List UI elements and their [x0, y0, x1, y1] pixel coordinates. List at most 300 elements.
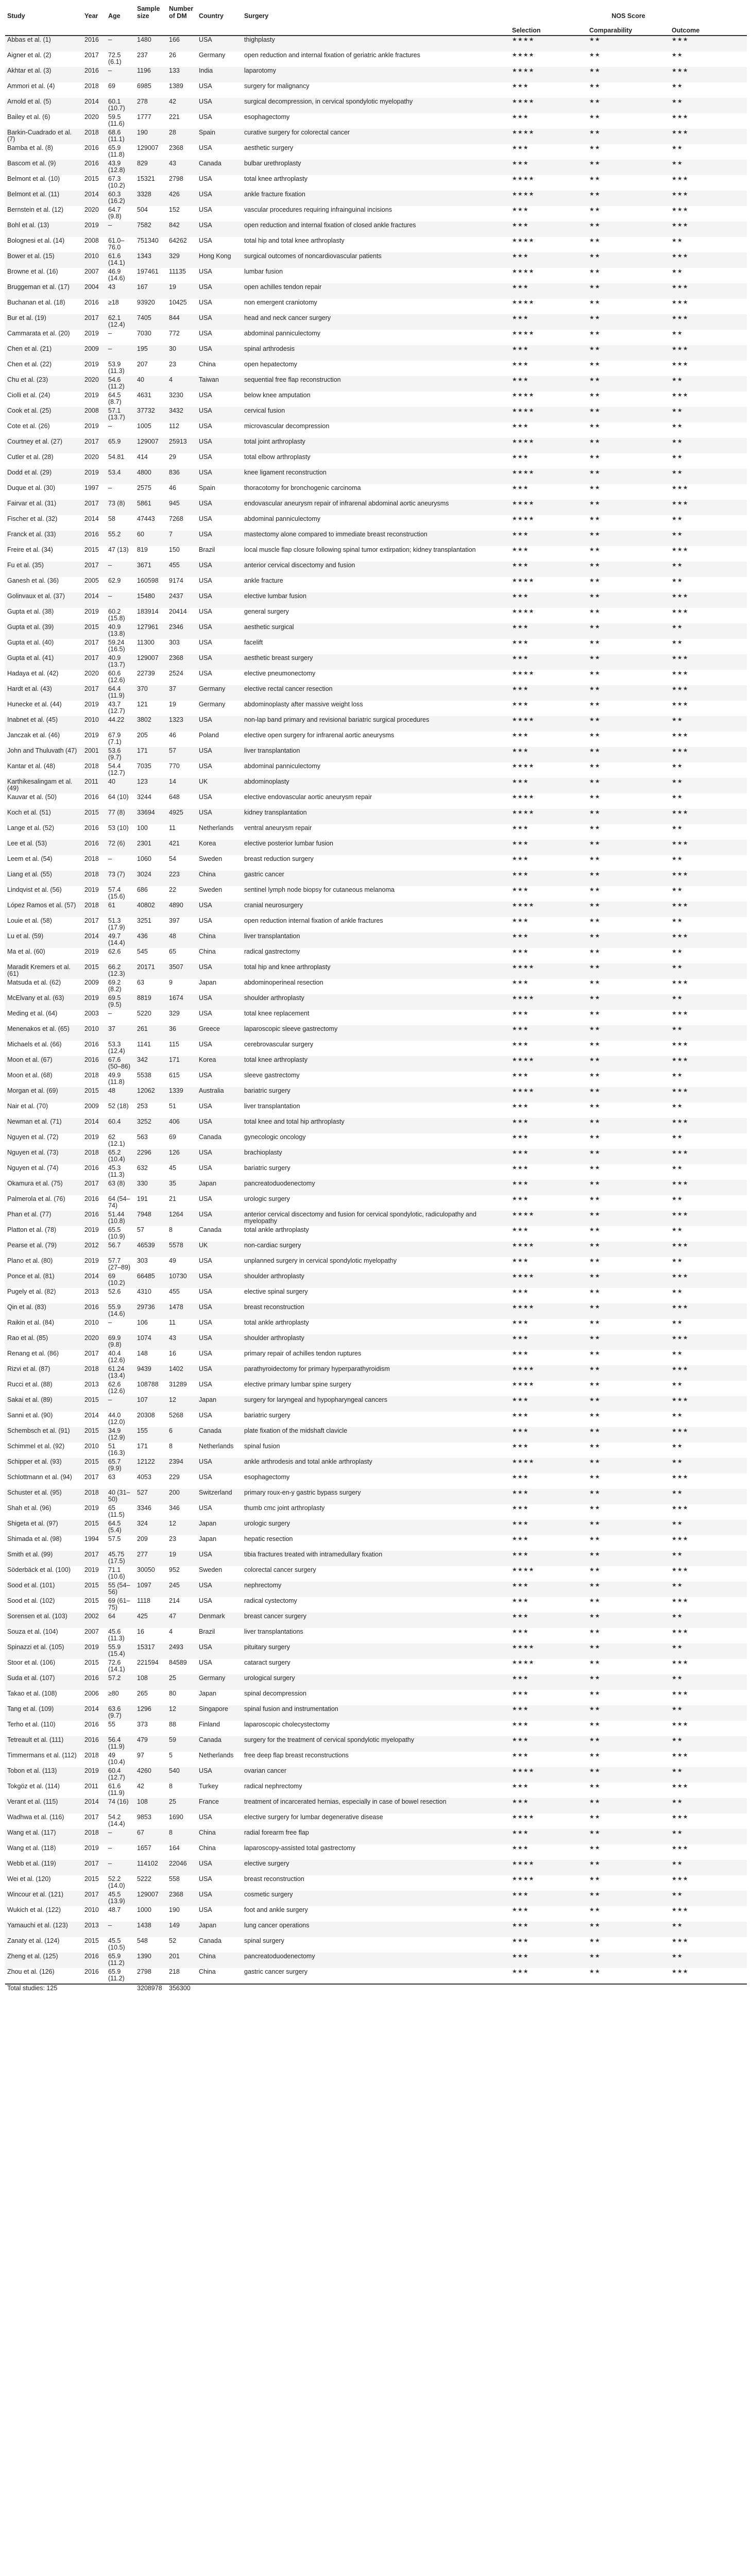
cell-comparability: ★★	[587, 1334, 670, 1350]
cell-age: 48.7	[106, 1906, 135, 1922]
cell-surgery: total ankle arthroplasty	[242, 1319, 510, 1334]
cell-dm-number: 3507	[167, 963, 197, 979]
cell-age: 64.7 (9.8)	[106, 206, 135, 222]
cell-surgery: total ankle arthroplasty	[242, 1226, 510, 1242]
table-row	[5, 237, 747, 252]
cell-study: Sanni et al. (90)	[5, 1412, 82, 1427]
cell-outcome: ★★★	[670, 732, 747, 747]
cell-comparability: ★★	[587, 562, 670, 577]
cell-year: 2015	[82, 1087, 106, 1103]
cell-comparability: ★★	[587, 191, 670, 206]
cell-age: 49 (10.4)	[106, 1752, 135, 1767]
cell-age: 69	[106, 82, 135, 98]
cell-outcome: ★★★	[670, 361, 747, 376]
cell-age: 60.4 (12.7)	[106, 1767, 135, 1783]
cell-study: Schimmel et al. (92)	[5, 1443, 82, 1458]
cell-selection: ★★★	[510, 1906, 587, 1922]
cell-selection: ★★★	[510, 1582, 587, 1597]
cell-study: Tetreault et al. (111)	[5, 1736, 82, 1752]
cell-comparability: ★★	[587, 392, 670, 407]
cell-sample-size: 1480	[135, 36, 167, 52]
cell-comparability: ★★	[587, 67, 670, 82]
table-row	[5, 1443, 747, 1458]
table-row	[5, 453, 747, 469]
cell-outcome: ★★	[670, 52, 747, 67]
cell-dm-number: 558	[167, 1875, 197, 1891]
cell-study: Sood et al. (102)	[5, 1597, 82, 1613]
cell-outcome: ★★	[670, 1489, 747, 1504]
table-row	[5, 824, 747, 840]
cell-age: 54.4 (12.7)	[106, 762, 135, 778]
cell-comparability: ★★	[587, 1752, 670, 1767]
cell-surgery: total knee replacement	[242, 1010, 510, 1025]
cell-comparability: ★★	[587, 577, 670, 592]
cell-outcome: ★★★	[670, 701, 747, 716]
cell-outcome: ★★	[670, 1705, 747, 1721]
cell-surgery: sentinel lymph node biopsy for cutaneous melanoma	[242, 886, 510, 902]
cell-comparability: ★★	[587, 1396, 670, 1412]
cell-selection: ★★★	[510, 871, 587, 886]
cell-selection: ★★★★	[510, 36, 587, 52]
cell-country: Greece	[197, 1025, 242, 1041]
cell-study: Ammori et al. (4)	[5, 82, 82, 98]
cell-surgery: elective endovascular aortic aneurysm repair	[242, 793, 510, 809]
cell-sample-size: 4260	[135, 1767, 167, 1783]
cell-dm-number: 772	[167, 330, 197, 345]
cell-selection: ★★★★	[510, 608, 587, 623]
cell-selection: ★★★★	[510, 670, 587, 685]
cell-surgery: thumb cmc joint arthroplasty	[242, 1504, 510, 1520]
cell-outcome: ★★★	[670, 175, 747, 191]
cell-comparability: ★★	[587, 1180, 670, 1195]
cell-dm-number: 43	[167, 1334, 197, 1350]
cell-comparability: ★★	[587, 1597, 670, 1613]
cell-year: 2018	[82, 762, 106, 778]
cell-study: Nguyen et al. (72)	[5, 1133, 82, 1149]
cell-comparability: ★★	[587, 1844, 670, 1860]
cell-study: Cammarata et al. (20)	[5, 330, 82, 345]
cell-sample-size: 30050	[135, 1566, 167, 1582]
cell-selection: ★★★	[510, 345, 587, 361]
cell-study: Buchanan et al. (18)	[5, 299, 82, 314]
cell-dm-number: 9174	[167, 577, 197, 592]
cell-dm-number: 21	[167, 1195, 197, 1211]
cell-outcome: ★★	[670, 1767, 747, 1783]
cell-year: 2019	[82, 886, 106, 902]
cell-comparability: ★★	[587, 144, 670, 160]
cell-age: 60.4	[106, 1118, 135, 1133]
cell-sample-size: 1196	[135, 67, 167, 82]
cell-sample-size: 686	[135, 886, 167, 902]
cell-dm-number: 29	[167, 453, 197, 469]
cell-study: Terho et al. (110)	[5, 1721, 82, 1736]
cell-selection: ★★★	[510, 592, 587, 608]
cell-surgery: elective rectal cancer resection	[242, 685, 510, 701]
cell-selection: ★★★★	[510, 1875, 587, 1891]
table-row	[5, 1937, 747, 1953]
cell-sample-size: 479	[135, 1736, 167, 1752]
cell-selection: ★★★★	[510, 1365, 587, 1381]
cell-sample-size: 46539	[135, 1242, 167, 1257]
cell-dm-number: 2368	[167, 1891, 197, 1906]
cell-study: Tang et al. (109)	[5, 1705, 82, 1721]
cell-country: Netherlands	[197, 1443, 242, 1458]
cell-surgery: total knee arthroplasty	[242, 1056, 510, 1072]
table-row	[5, 1566, 747, 1582]
table-row	[5, 917, 747, 933]
cell-sample-size: 3244	[135, 793, 167, 809]
cell-country: USA	[197, 314, 242, 330]
table-row	[5, 747, 747, 762]
cell-study: Lange et al. (52)	[5, 824, 82, 840]
cell-country: USA	[197, 268, 242, 283]
cell-comparability: ★★	[587, 793, 670, 809]
cell-selection: ★★★	[510, 1520, 587, 1535]
cell-surgery: elective open surgery for infrarenal aortic aneurysms	[242, 732, 510, 747]
cell-study: Leem et al. (54)	[5, 855, 82, 871]
cell-selection: ★★★	[510, 82, 587, 98]
cell-age: 57.2	[106, 1674, 135, 1690]
cell-selection: ★★★	[510, 1288, 587, 1303]
table-row	[5, 1180, 747, 1195]
cell-country: USA	[197, 82, 242, 98]
cell-age: 64 (10)	[106, 793, 135, 809]
cell-surgery: open hepatectomy	[242, 361, 510, 376]
cell-study: Akhtar et al. (3)	[5, 67, 82, 82]
cell-surgery: vascular procedures requiring infrainguinal incisions	[242, 206, 510, 222]
cell-comparability: ★★	[587, 1443, 670, 1458]
table-row	[5, 1211, 747, 1226]
cell-outcome: ★★	[670, 237, 747, 252]
header-outcome: Outcome	[670, 21, 747, 36]
cell-comparability: ★★	[587, 1504, 670, 1520]
cell-sample-size: 6985	[135, 82, 167, 98]
cell-year: 2007	[82, 268, 106, 283]
cell-age: 56.7	[106, 1242, 135, 1257]
cell-outcome: ★★★	[670, 979, 747, 994]
table-row	[5, 1736, 747, 1752]
cell-comparability: ★★	[587, 871, 670, 886]
cell-year: 2003	[82, 1010, 106, 1025]
cell-study: Takao et al. (108)	[5, 1690, 82, 1705]
cell-outcome: ★★★	[670, 933, 747, 948]
cell-comparability: ★★	[587, 1628, 670, 1643]
cell-outcome: ★★	[670, 1860, 747, 1875]
cell-selection: ★★★	[510, 206, 587, 222]
cell-surgery: spinal fusion	[242, 1443, 510, 1458]
cell-sample-size: 191	[135, 1195, 167, 1211]
table-row	[5, 1504, 747, 1520]
cell-selection: ★★★	[510, 1226, 587, 1242]
cell-year: 2010	[82, 1319, 106, 1334]
cell-dm-number: 65	[167, 948, 197, 963]
cell-selection: ★★★	[510, 1489, 587, 1504]
cell-sample-size: 373	[135, 1721, 167, 1736]
cell-surgery: unplanned surgery in cervical spondylotic myelopathy	[242, 1257, 510, 1273]
cell-country: Japan	[197, 1396, 242, 1412]
cell-surgery: head and neck cancer surgery	[242, 314, 510, 330]
cell-comparability: ★★	[587, 1489, 670, 1504]
cell-surgery: free deep flap breast reconstructions	[242, 1752, 510, 1767]
cell-dm-number: 945	[167, 500, 197, 515]
cell-surgery: gastric cancer surgery	[242, 1968, 510, 1984]
cell-sample-size: 1438	[135, 1922, 167, 1937]
cell-age: 58	[106, 515, 135, 531]
cell-country: USA	[197, 1195, 242, 1211]
cell-surgery: elective spinal surgery	[242, 1288, 510, 1303]
cell-outcome: ★★★	[670, 1690, 747, 1705]
cell-study: Verant et al. (115)	[5, 1798, 82, 1814]
cell-outcome: ★★	[670, 1103, 747, 1118]
cell-year: 2018	[82, 871, 106, 886]
cell-year: 2016	[82, 160, 106, 175]
cell-surgery: spinal arthrodesis	[242, 345, 510, 361]
cell-surgery: bariatric surgery	[242, 1087, 510, 1103]
cell-year: 1997	[82, 484, 106, 500]
cell-surgery: shoulder arthroplasty	[242, 1334, 510, 1350]
cell-surgery: aesthetic breast surgery	[242, 654, 510, 670]
cell-dm-number: 30	[167, 345, 197, 361]
cell-study: Fu et al. (35)	[5, 562, 82, 577]
cell-dm-number: 36	[167, 1025, 197, 1041]
cell-dm-number: 2437	[167, 592, 197, 608]
cell-surgery: thoracotomy for bronchogenic carcinoma	[242, 484, 510, 500]
cell-selection: ★★★	[510, 623, 587, 639]
cell-dm-number: 19	[167, 701, 197, 716]
cell-dm-number: 152	[167, 206, 197, 222]
cell-comparability: ★★	[587, 1257, 670, 1273]
cell-comparability: ★★	[587, 1164, 670, 1180]
cell-age: 44.0 (12.0)	[106, 1412, 135, 1427]
cell-comparability: ★★	[587, 1427, 670, 1443]
cell-selection: ★★★★	[510, 1381, 587, 1396]
cell-year: 2016	[82, 1211, 106, 1226]
cell-outcome: ★★★	[670, 592, 747, 608]
cell-dm-number: 5268	[167, 1412, 197, 1427]
cell-comparability: ★★	[587, 1937, 670, 1953]
total-sample-size: 3208978	[135, 1984, 167, 1997]
cell-country: USA	[197, 392, 242, 407]
cell-sample-size: 171	[135, 747, 167, 762]
cell-outcome: ★★	[670, 82, 747, 98]
cell-selection: ★★★	[510, 314, 587, 330]
cell-study: Abbas et al. (1)	[5, 36, 82, 52]
cell-comparability: ★★	[587, 1381, 670, 1396]
cell-outcome: ★★	[670, 1674, 747, 1690]
cell-surgery: facelift	[242, 639, 510, 654]
cell-selection: ★★★	[510, 778, 587, 793]
cell-comparability: ★★	[587, 376, 670, 392]
cell-selection: ★★★★	[510, 1814, 587, 1829]
study-table	[5, 4, 747, 1997]
cell-age: –	[106, 592, 135, 608]
cell-outcome: ★★★	[670, 1365, 747, 1381]
cell-study: Bower et al. (15)	[5, 252, 82, 268]
cell-surgery: cerebrovascular surgery	[242, 1041, 510, 1056]
cell-surgery: ankle arthrodesis and total ankle arthroplasty	[242, 1458, 510, 1473]
cell-country: China	[197, 1968, 242, 1984]
cell-dm-number: 406	[167, 1118, 197, 1133]
cell-outcome: ★★	[670, 453, 747, 469]
cell-selection: ★★★	[510, 546, 587, 562]
cell-age: 53.9 (11.3)	[106, 361, 135, 376]
cell-year: 2017	[82, 654, 106, 670]
cell-dm-number: 80	[167, 1690, 197, 1705]
cell-surgery: surgical decompression, in cervical spondylotic myelopathy	[242, 98, 510, 113]
cell-comparability: ★★	[587, 1860, 670, 1875]
cell-selection: ★★★	[510, 1195, 587, 1211]
table-row	[5, 1087, 747, 1103]
cell-study: Schembsch et al. (91)	[5, 1427, 82, 1443]
table-row	[5, 855, 747, 871]
cell-dm-number: 1389	[167, 82, 197, 98]
cell-selection: ★★★	[510, 1736, 587, 1752]
cell-study: Rao et al. (85)	[5, 1334, 82, 1350]
cell-sample-size: 5222	[135, 1875, 167, 1891]
cell-study: Hunecke et al. (44)	[5, 701, 82, 716]
cell-selection: ★★★	[510, 639, 587, 654]
cell-selection: ★★★★	[510, 762, 587, 778]
cell-sample-size: 7405	[135, 314, 167, 330]
cell-study: Golinvaux et al. (37)	[5, 592, 82, 608]
cell-surgery: abdominoperineal resection	[242, 979, 510, 994]
cell-year: 2015	[82, 963, 106, 979]
cell-age: 56.4 (11.9)	[106, 1736, 135, 1752]
total-row	[5, 1984, 747, 1997]
cell-country: USA	[197, 531, 242, 546]
table-row	[5, 36, 747, 52]
table-row	[5, 252, 747, 268]
cell-surgery: open reduction internal fixation of ankle fractures	[242, 917, 510, 933]
cell-comparability: ★★	[587, 1149, 670, 1164]
cell-dm-number: 11	[167, 1319, 197, 1334]
cell-country: USA	[197, 299, 242, 314]
cell-study: Karthikesalingam et al. (49)	[5, 778, 82, 793]
cell-selection: ★★★	[510, 1257, 587, 1273]
cell-dm-number: 4	[167, 1628, 197, 1643]
cell-year: 2015	[82, 1937, 106, 1953]
cell-age: 45.5 (13.9)	[106, 1891, 135, 1906]
table-row	[5, 376, 747, 392]
cell-surgery: laparoscopic cholecystectomy	[242, 1721, 510, 1736]
cell-selection: ★★★★	[510, 793, 587, 809]
cell-selection: ★★★	[510, 252, 587, 268]
cell-surgery: breast reconstruction	[242, 1303, 510, 1319]
cell-surgery: lung cancer operations	[242, 1922, 510, 1937]
cell-study: Souza et al. (104)	[5, 1628, 82, 1643]
cell-selection: ★★★★	[510, 1056, 587, 1072]
cell-year: 2015	[82, 175, 106, 191]
cell-age: –	[106, 1829, 135, 1844]
cell-year: 2013	[82, 1381, 106, 1396]
cell-outcome: ★★	[670, 639, 747, 654]
cell-dm-number: 2368	[167, 654, 197, 670]
cell-surgery: laparotomy	[242, 67, 510, 82]
cell-sample-size: 414	[135, 453, 167, 469]
cell-dm-number: 115	[167, 1041, 197, 1056]
cell-sample-size: 324	[135, 1520, 167, 1535]
cell-year: 2017	[82, 1860, 106, 1875]
table-row	[5, 1767, 747, 1783]
cell-surgery: esophagectomy	[242, 113, 510, 129]
cell-surgery: below knee amputation	[242, 392, 510, 407]
cell-surgery: curative surgery for colorectal cancer	[242, 129, 510, 144]
cell-study: Gupta et al. (40)	[5, 639, 82, 654]
cell-country: Canada	[197, 1736, 242, 1752]
cell-country: USA	[197, 762, 242, 778]
cell-selection: ★★★★	[510, 963, 587, 979]
table-row	[5, 67, 747, 82]
cell-year: 2016	[82, 824, 106, 840]
cell-country: USA	[197, 98, 242, 113]
cell-year: 2015	[82, 1659, 106, 1674]
cell-sample-size: 20308	[135, 1412, 167, 1427]
cell-sample-size: 209	[135, 1535, 167, 1551]
cell-comparability: ★★	[587, 1767, 670, 1783]
cell-outcome: ★★	[670, 1164, 747, 1180]
cell-comparability: ★★	[587, 345, 670, 361]
cell-outcome: ★★★	[670, 1968, 747, 1984]
cell-study: Dodd et al. (29)	[5, 469, 82, 484]
cell-comparability: ★★	[587, 222, 670, 237]
cell-study: Sakai et al. (89)	[5, 1396, 82, 1412]
table-row	[5, 562, 747, 577]
cell-dm-number: 7268	[167, 515, 197, 531]
cell-outcome: ★★★	[670, 1844, 747, 1860]
cell-country: USA	[197, 1334, 242, 1350]
cell-selection: ★★★	[510, 886, 587, 902]
cell-selection: ★★★	[510, 361, 587, 376]
cell-surgery: urologic surgery	[242, 1520, 510, 1535]
cell-year: 2008	[82, 237, 106, 252]
cell-year: 2014	[82, 1118, 106, 1133]
cell-comparability: ★★	[587, 592, 670, 608]
cell-selection: ★★★★	[510, 1303, 587, 1319]
cell-country: USA	[197, 469, 242, 484]
cell-study: Chen et al. (21)	[5, 345, 82, 361]
cell-surgery: urological surgery	[242, 1674, 510, 1690]
cell-study: Michaels et al. (66)	[5, 1041, 82, 1056]
cell-surgery: general surgery	[242, 608, 510, 623]
cell-selection: ★★★	[510, 283, 587, 299]
cell-outcome: ★★	[670, 1257, 747, 1273]
cell-selection: ★★★	[510, 948, 587, 963]
cell-age: 62.6 (12.6)	[106, 1381, 135, 1396]
cell-outcome: ★★	[670, 1319, 747, 1334]
cell-study: Inabnet et al. (45)	[5, 716, 82, 732]
cell-outcome: ★★	[670, 1288, 747, 1303]
cell-surgery: pancreatoduodenectomy	[242, 1180, 510, 1195]
table-row	[5, 1396, 747, 1412]
table-row	[5, 469, 747, 484]
cell-comparability: ★★	[587, 855, 670, 871]
cell-comparability: ★★	[587, 886, 670, 902]
cell-age: 63	[106, 1473, 135, 1489]
cell-dm-number: 37	[167, 685, 197, 701]
cell-comparability: ★★	[587, 1412, 670, 1427]
cell-comparability: ★★	[587, 1798, 670, 1814]
cell-age: –	[106, 1319, 135, 1334]
table-row	[5, 1798, 747, 1814]
cell-year: 2016	[82, 1674, 106, 1690]
cell-comparability: ★★	[587, 438, 670, 453]
cell-selection: ★★★★	[510, 191, 587, 206]
table-row	[5, 1597, 747, 1613]
cell-dm-number: 229	[167, 1473, 197, 1489]
cell-selection: ★★★	[510, 1180, 587, 1195]
cell-year: 2019	[82, 392, 106, 407]
cell-selection: ★★★★	[510, 175, 587, 191]
